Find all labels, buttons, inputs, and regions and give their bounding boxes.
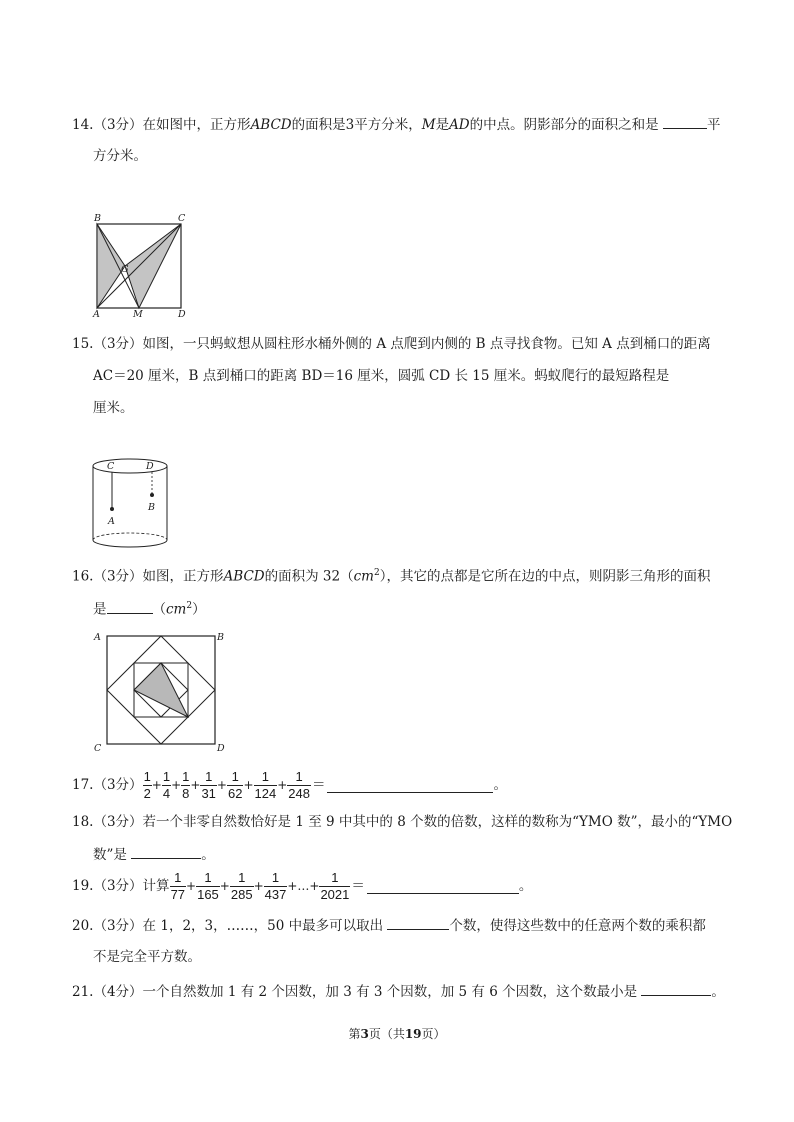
q17-expression xyxy=(143,769,311,802)
q15-cylinder-figure xyxy=(86,452,176,556)
fraction xyxy=(200,769,216,802)
plus-sign: + xyxy=(243,778,254,792)
fraction-denominator: 2 xyxy=(143,785,151,801)
fraction-denominator: 62 xyxy=(227,785,243,801)
q15-label-d: D xyxy=(146,461,154,472)
fraction-denominator: 124 xyxy=(254,785,277,801)
fraction xyxy=(254,769,278,802)
q19-answer-blank[interactable] xyxy=(367,879,519,894)
q20-line1: 20.（3分）在 1，2，3，……，50 中最多可以取出 个数，使得这些数中的任意两个数的乘积都 xyxy=(72,915,706,936)
q14-answer-blank[interactable] xyxy=(663,114,707,129)
q16-line1: 16.（3分）如图，正方形ABCD的面积为 $32(cm^2)$，其它的点都是它所在边的中点，则阴影三角形的面积 xyxy=(72,568,711,585)
q14-line1: 14.（3分）在如图中，正方形ABCD的面积是3平方分米，M是AD的中点。阴影部分的面积之和是 平 xyxy=(72,114,720,135)
fraction-numerator: 1 xyxy=(162,768,171,784)
q15-label-c: C xyxy=(107,461,115,472)
q14-label-b: B xyxy=(94,213,101,224)
q16-label-c: C xyxy=(94,743,102,754)
fraction-numerator: 1 xyxy=(143,768,151,784)
q20-line2: 不是完全平方数。 xyxy=(93,949,201,965)
fraction xyxy=(170,870,186,903)
plus-sign: + xyxy=(216,778,227,792)
q14-figure xyxy=(88,210,192,320)
fraction xyxy=(227,769,243,802)
fraction xyxy=(230,870,254,903)
fraction-denominator: 285 xyxy=(230,886,253,902)
fraction-numerator: 1 xyxy=(196,870,220,887)
q14-line2: 方分米。 xyxy=(93,148,147,164)
fraction-numerator: 1 xyxy=(264,870,288,887)
plus-sign: + xyxy=(171,778,182,792)
fraction-numerator: 1 xyxy=(254,769,278,786)
fraction-denominator: 2021 xyxy=(320,886,350,902)
q16-answer-blank[interactable] xyxy=(107,599,153,614)
fraction-numerator: 1 xyxy=(287,769,311,786)
q18-line2: 数”是 。 xyxy=(93,844,215,865)
q19-line: 19.（3分）计算 $\frac{1}{77}$ + $\frac{1}{165}$ + $\frac{1}{285}$ + $\frac{1}{437}$ +…+ $\frac{1}{2021}$ ＝ 。 xyxy=(72,869,533,902)
plus-sign: + xyxy=(219,879,230,893)
fraction-denominator: 31 xyxy=(201,785,216,801)
q17-line: 17.（3分） $\frac{1}{2}$ + $\frac{1}{4}$ + $\frac{1}{8}$ + $\frac{1}{31}$ + $\frac{1}{62}$ + $\frac{1}{124}$ + $\frac{1}{248}$ ＝ 。 xyxy=(72,768,507,801)
fraction-denominator: 165 xyxy=(197,886,219,902)
fraction xyxy=(143,769,152,802)
q16-label-d: D xyxy=(217,743,225,754)
q19-expression xyxy=(170,870,351,903)
q14-label-a: A xyxy=(93,309,100,320)
fraction-denominator: 248 xyxy=(288,785,310,801)
q14-label-d: D xyxy=(178,309,186,320)
fraction xyxy=(264,870,288,903)
fraction-numerator: 1 xyxy=(170,870,186,887)
q16-line2: 是 $(cm^2)$ xyxy=(93,596,206,620)
q15-line1: 15.（3分）如图，一只蚂蚁想从圆柱形水桶外侧的 A 点爬到内侧的 B 点寻找食物。已知 A 点到桶口的距离 xyxy=(72,336,711,352)
q14-label-g: G xyxy=(121,264,129,275)
fraction xyxy=(287,769,311,802)
page-footer: 第3页（共19页） xyxy=(348,1027,446,1041)
q14-label-m: M xyxy=(133,309,143,320)
plus-sign: + xyxy=(186,879,197,893)
fraction-denominator: 4 xyxy=(162,785,171,801)
q17-answer-blank[interactable] xyxy=(327,778,493,793)
fraction xyxy=(162,769,171,802)
plus-sign: + xyxy=(277,778,288,792)
fraction-denominator: 437 xyxy=(264,886,287,902)
q21-answer-blank[interactable] xyxy=(641,981,711,996)
fraction-numerator: 1 xyxy=(319,870,350,887)
fraction xyxy=(319,870,350,903)
ellipsis-sign: +…+ xyxy=(287,879,320,893)
fraction-numerator: 1 xyxy=(227,769,243,786)
plus-sign: + xyxy=(253,879,264,893)
fraction-numerator: 1 xyxy=(230,870,254,887)
q15-label-b: B xyxy=(148,502,155,513)
q15-label-a: A xyxy=(108,516,115,527)
fraction-denominator: 8 xyxy=(182,785,190,801)
q15-line3: 厘米。 xyxy=(93,400,134,416)
plus-sign: + xyxy=(190,778,201,792)
fraction xyxy=(196,870,220,903)
q21-line1: 21.（4分）一个自然数加 1 有 2 个因数，加 3 有 3 个因数，加 5 有 6 个因数，这个数最小是 。 xyxy=(72,981,725,1002)
q15-line2: AC＝20 厘米，B 点到桶口的距离 BD＝16 厘米，圆弧 CD 长 15 厘米。蚂蚁爬行的最短路程是 xyxy=(93,368,670,384)
fraction-denominator: 77 xyxy=(170,886,186,902)
q18-answer-blank[interactable] xyxy=(131,844,201,859)
q14-label-c: C xyxy=(178,213,186,224)
q16-label-a: A xyxy=(94,632,101,643)
fraction-numerator: 1 xyxy=(182,768,190,784)
q16-figure xyxy=(90,626,236,756)
q18-line1: 18.（3分）若一个非零自然数恰好是 1 至 9 中其中的 8 个数的倍数，这样的数称为“YMO 数”，最小的“YMO xyxy=(72,814,733,830)
fraction xyxy=(181,769,190,802)
fraction-numerator: 1 xyxy=(200,769,216,786)
plus-sign: + xyxy=(151,778,162,792)
q16-label-b: B xyxy=(217,632,224,643)
q20-answer-blank[interactable] xyxy=(387,915,449,930)
